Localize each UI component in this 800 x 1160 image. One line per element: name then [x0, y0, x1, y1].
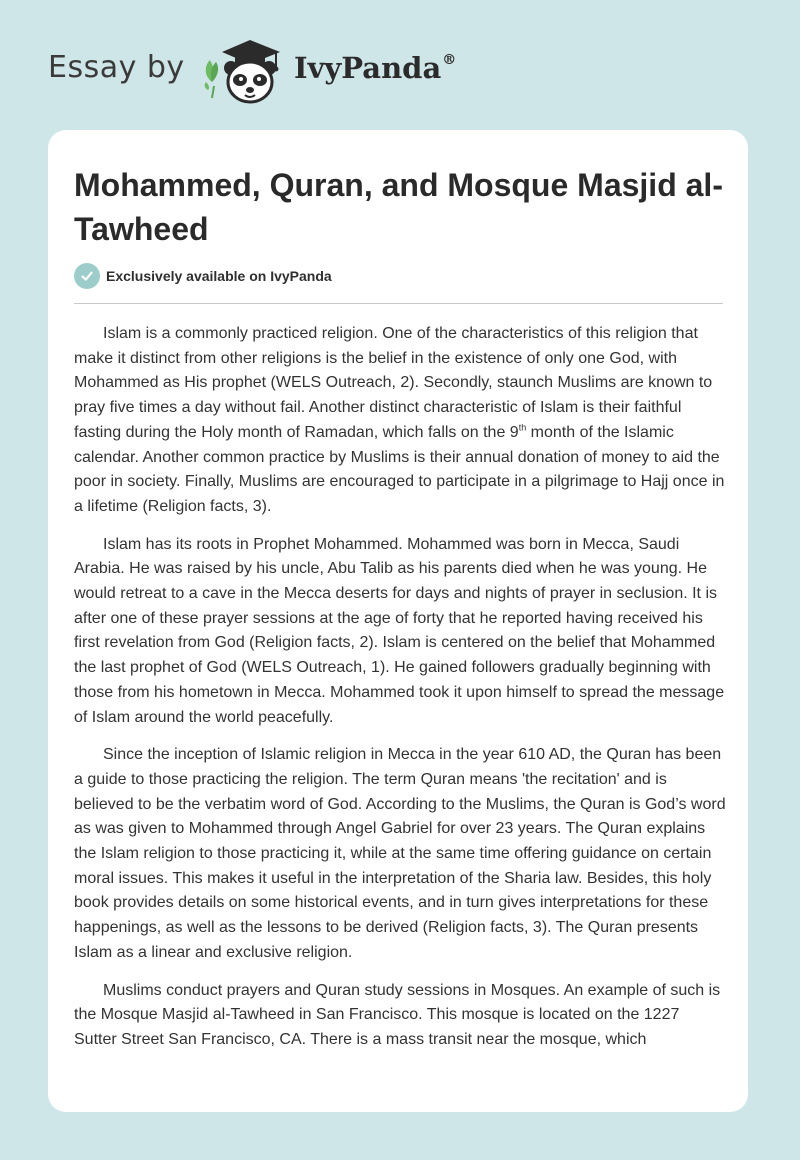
paragraph: Islam has its roots in Prophet Mohammed. Mohammed was born in Mecca, Saudi Arabia. He was raised by his uncle, Abu Talib as his parents died when he was young. He would retreat to a cave in the Mecca deserts for days and nights of prayer in seclusion. It is after one of these prayer sessions at the age of forty that he reported having received his first revelation from God (Religion facts, 2). Islam is centered on the belief that Mohammed the last prophet of God (WELS Outreach, 1). He gained followers gradually beginning with those from his hometown in Mecca. Mohammed took it upon himself to spread the message of Islam around the world peacefully.: [74, 535, 725, 726]
check-circle-icon: [74, 263, 100, 289]
divider: [74, 303, 723, 304]
superscript: th: [518, 422, 527, 433]
brand-name: IvyPanda: [294, 51, 442, 85]
essay-by-label: Essay by: [48, 50, 185, 85]
paragraph-text: month of the Islamic calendar. Another common practice by Muslims is their annual donation of money to aid the poor in society. Finally, Muslims are encouraged to participate in a pilgrimage to Hajj once in a lifetime (Religion facts, 3).: [74, 423, 725, 515]
paragraph: Muslims conduct prayers and Quran study sessions in Mosques. An example of such is the Mosque Masjid al-Tawheed in San Francisco. This mosque is located on the 1227 Sutter Street San Francisco, CA. There is a mass transit near the mosque, which: [74, 981, 721, 1048]
paragraph: Since the inception of Islamic religion in Mecca in the year 610 AD, the Quran has been a guide to those practicing the religion. The term Quran means 'the recitation' and is believed to be the verbatim word of God. According to the Muslims, the Quran is God’s word as was given to Mohammed through Angel Gabriel for over 23 years. The Quran explains the Islam religion to those practicing it, while at the same time offering guidance on certain moral issues. This makes it useful in the interpretation of the Sharia law. Besides, this holy book provides details on some historical events, and in turn gives interpretations for these happenings, as well as the lessons to be derived (Religion facts, 3). The Quran presents Islam as a linear and exclusive religion.: [74, 746, 726, 961]
essay-body: [74, 322, 726, 1066]
exclusive-label: Exclusively available on IvyPanda: [106, 268, 332, 284]
paragraph: [74, 322, 726, 520]
exclusive-badge: [74, 263, 332, 289]
brand-logo[interactable]: [294, 51, 456, 85]
site-header: [0, 0, 800, 130]
paragraph-text: Islam is a commonly practiced religion. One of the characteristics of this religion that make it distinct from other religions is the belief in the existence of only one God, with Mohammed as His prophet (WELS Outreach, 2). Secondly, staunch Muslims are known to pray five times a day without fail. Another distinct characteristic of Islam is their faithful fasting during the Holy month of Ramadan, which falls on the 9: [74, 325, 713, 441]
page-title: Mohammed, Quran, and Mosque Masjid al-Tawheed: [74, 167, 723, 247]
registered-mark: ®: [442, 52, 457, 68]
panda-graduate-icon[interactable]: [200, 38, 286, 106]
essay-card: [48, 130, 748, 1112]
